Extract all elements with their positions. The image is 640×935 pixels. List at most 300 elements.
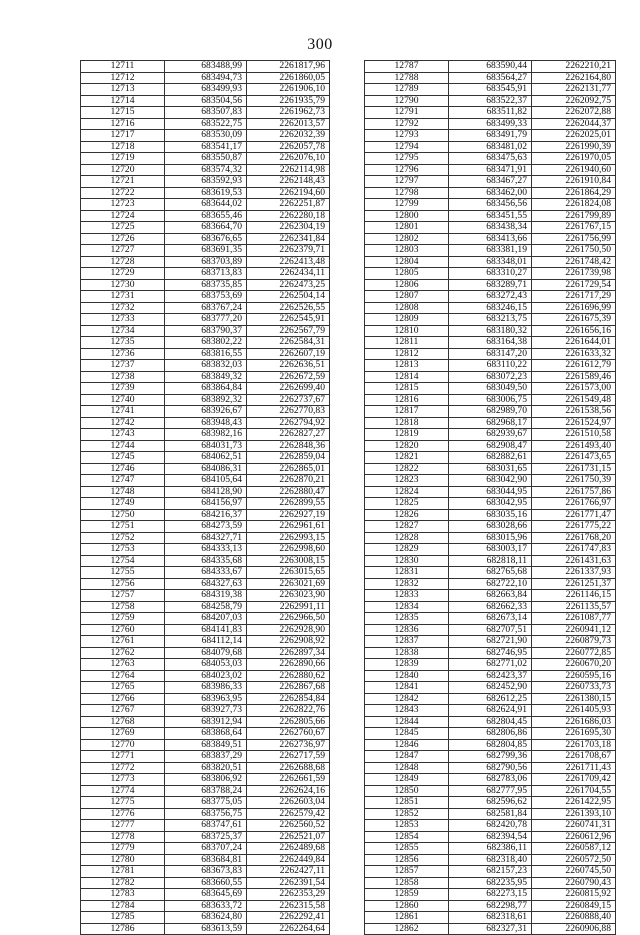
coordinates-table-left bbox=[80, 60, 330, 935]
x-coordinate-cell: 682707,51 bbox=[449, 624, 532, 636]
point-number-cell: 12837 bbox=[365, 636, 449, 648]
point-number-cell: 12796 bbox=[365, 164, 449, 176]
table-row bbox=[365, 325, 616, 337]
x-coordinate-cell: 683645,69 bbox=[165, 889, 247, 901]
point-number-cell: 12847 bbox=[365, 751, 449, 763]
x-coordinate-cell: 684207,03 bbox=[165, 613, 247, 625]
table-row bbox=[365, 877, 616, 889]
x-coordinate-cell: 683545,91 bbox=[449, 84, 532, 96]
y-coordinate-cell: 2262760,67 bbox=[247, 728, 330, 740]
x-coordinate-cell: 683820,51 bbox=[165, 762, 247, 774]
y-coordinate-cell: 2262688,68 bbox=[247, 762, 330, 774]
y-coordinate-cell: 2262966,50 bbox=[247, 613, 330, 625]
table-row bbox=[365, 72, 616, 84]
x-coordinate-cell: 683963,95 bbox=[165, 693, 247, 705]
point-number-cell: 12720 bbox=[81, 164, 165, 176]
table-row bbox=[365, 498, 616, 510]
y-coordinate-cell: 2262114,98 bbox=[247, 164, 330, 176]
y-coordinate-cell: 2261146,15 bbox=[532, 590, 616, 602]
x-coordinate-cell: 683467,27 bbox=[449, 176, 532, 188]
table-row bbox=[365, 245, 616, 257]
y-coordinate-cell: 2261711,43 bbox=[532, 762, 616, 774]
y-coordinate-cell: 2263015,65 bbox=[247, 567, 330, 579]
point-number-cell: 12778 bbox=[81, 831, 165, 843]
point-number-cell: 12795 bbox=[365, 153, 449, 165]
y-coordinate-cell: 2262131,77 bbox=[532, 84, 616, 96]
y-coordinate-cell: 2262607,19 bbox=[247, 348, 330, 360]
x-coordinate-cell: 682790,56 bbox=[449, 762, 532, 774]
y-coordinate-cell: 2260888,40 bbox=[532, 912, 616, 924]
y-coordinate-cell: 2262210,21 bbox=[532, 61, 616, 73]
table-row bbox=[365, 647, 616, 659]
y-coordinate-cell: 2261748,42 bbox=[532, 256, 616, 268]
table-row bbox=[365, 567, 616, 579]
table-row bbox=[81, 544, 330, 556]
x-coordinate-cell: 682804,85 bbox=[449, 739, 532, 751]
y-coordinate-cell: 2262545,91 bbox=[247, 314, 330, 326]
y-coordinate-cell: 2261717,29 bbox=[532, 291, 616, 303]
x-coordinate-cell: 683676,65 bbox=[165, 233, 247, 245]
y-coordinate-cell: 2261750,50 bbox=[532, 245, 616, 257]
table-row bbox=[81, 429, 330, 441]
y-coordinate-cell: 2261087,77 bbox=[532, 613, 616, 625]
point-number-cell: 12730 bbox=[81, 279, 165, 291]
table-row bbox=[81, 199, 330, 211]
table-row bbox=[365, 107, 616, 119]
point-number-cell: 12829 bbox=[365, 544, 449, 556]
y-coordinate-cell: 2262899,55 bbox=[247, 498, 330, 510]
y-coordinate-cell: 2261910,84 bbox=[532, 176, 616, 188]
x-coordinate-cell: 683451,55 bbox=[449, 210, 532, 222]
y-coordinate-cell: 2260941,12 bbox=[532, 624, 616, 636]
y-coordinate-cell: 2261940,60 bbox=[532, 164, 616, 176]
y-coordinate-cell: 2261695,30 bbox=[532, 728, 616, 740]
point-number-cell: 12848 bbox=[365, 762, 449, 774]
x-coordinate-cell: 683310,27 bbox=[449, 268, 532, 280]
y-coordinate-cell: 2261767,15 bbox=[532, 222, 616, 234]
y-coordinate-cell: 2262280,18 bbox=[247, 210, 330, 222]
table-row bbox=[81, 325, 330, 337]
x-coordinate-cell: 683613,59 bbox=[165, 923, 247, 935]
y-coordinate-cell: 2261970,05 bbox=[532, 153, 616, 165]
point-number-cell: 12859 bbox=[365, 889, 449, 901]
table-row bbox=[365, 521, 616, 533]
point-number-cell: 12741 bbox=[81, 406, 165, 418]
y-coordinate-cell: 2261747,83 bbox=[532, 544, 616, 556]
point-number-cell: 12755 bbox=[81, 567, 165, 579]
x-coordinate-cell: 683948,43 bbox=[165, 417, 247, 429]
point-number-cell: 12711 bbox=[81, 61, 165, 73]
point-number-cell: 12753 bbox=[81, 544, 165, 556]
table-row bbox=[365, 256, 616, 268]
point-number-cell: 12856 bbox=[365, 854, 449, 866]
table-row bbox=[365, 578, 616, 590]
y-coordinate-cell: 2262434,11 bbox=[247, 268, 330, 280]
y-coordinate-cell: 2261656,16 bbox=[532, 325, 616, 337]
table-row bbox=[81, 866, 330, 878]
point-number-cell: 12764 bbox=[81, 670, 165, 682]
x-coordinate-cell: 683802,22 bbox=[165, 337, 247, 349]
table-row bbox=[81, 233, 330, 245]
x-coordinate-cell: 684258,79 bbox=[165, 601, 247, 613]
point-number-cell: 12712 bbox=[81, 72, 165, 84]
table-row bbox=[81, 95, 330, 107]
point-number-cell: 12841 bbox=[365, 682, 449, 694]
point-number-cell: 12766 bbox=[81, 693, 165, 705]
point-number-cell: 12844 bbox=[365, 716, 449, 728]
x-coordinate-cell: 683499,33 bbox=[449, 118, 532, 130]
x-coordinate-cell: 683348,01 bbox=[449, 256, 532, 268]
x-coordinate-cell: 682989,70 bbox=[449, 406, 532, 418]
point-number-cell: 12746 bbox=[81, 463, 165, 475]
y-coordinate-cell: 2262264,64 bbox=[247, 923, 330, 935]
table-row bbox=[365, 797, 616, 809]
point-number-cell: 12820 bbox=[365, 440, 449, 452]
point-number-cell: 12804 bbox=[365, 256, 449, 268]
table-row bbox=[365, 854, 616, 866]
table-row bbox=[81, 210, 330, 222]
point-number-cell: 12790 bbox=[365, 95, 449, 107]
page-number: 300 bbox=[307, 36, 333, 53]
point-number-cell: 12782 bbox=[81, 877, 165, 889]
table-row bbox=[81, 371, 330, 383]
table-row bbox=[365, 371, 616, 383]
table-row bbox=[81, 843, 330, 855]
x-coordinate-cell: 683481,02 bbox=[449, 141, 532, 153]
point-number-cell: 12785 bbox=[81, 912, 165, 924]
table-row bbox=[365, 130, 616, 142]
y-coordinate-cell: 2261935,79 bbox=[247, 95, 330, 107]
x-coordinate-cell: 682783,06 bbox=[449, 774, 532, 786]
point-number-cell: 12775 bbox=[81, 797, 165, 809]
y-coordinate-cell: 2262413,48 bbox=[247, 256, 330, 268]
y-coordinate-cell: 2262908,92 bbox=[247, 636, 330, 648]
y-coordinate-cell: 2262848,36 bbox=[247, 440, 330, 452]
table-row bbox=[81, 670, 330, 682]
point-number-cell: 12824 bbox=[365, 486, 449, 498]
x-coordinate-cell: 684333,67 bbox=[165, 567, 247, 579]
point-number-cell: 12839 bbox=[365, 659, 449, 671]
table-row bbox=[81, 486, 330, 498]
x-coordinate-cell: 683777,20 bbox=[165, 314, 247, 326]
table-row bbox=[81, 912, 330, 924]
table-row bbox=[365, 900, 616, 912]
x-coordinate-cell: 682804,45 bbox=[449, 716, 532, 728]
x-coordinate-cell: 683550,87 bbox=[165, 153, 247, 165]
table-row bbox=[81, 291, 330, 303]
y-coordinate-cell: 2260772,85 bbox=[532, 647, 616, 659]
point-number-cell: 12726 bbox=[81, 233, 165, 245]
x-coordinate-cell: 682799,36 bbox=[449, 751, 532, 763]
y-coordinate-cell: 2262584,31 bbox=[247, 337, 330, 349]
y-coordinate-cell: 2262961,61 bbox=[247, 521, 330, 533]
point-number-cell: 12831 bbox=[365, 567, 449, 579]
x-coordinate-cell: 682318,61 bbox=[449, 912, 532, 924]
table-row bbox=[81, 452, 330, 464]
y-coordinate-cell: 2262044,37 bbox=[532, 118, 616, 130]
x-coordinate-cell: 683491,79 bbox=[449, 130, 532, 142]
x-coordinate-cell: 683619,53 bbox=[165, 187, 247, 199]
table-row bbox=[365, 302, 616, 314]
point-number-cell: 12809 bbox=[365, 314, 449, 326]
y-coordinate-cell: 2260741,31 bbox=[532, 820, 616, 832]
point-number-cell: 12817 bbox=[365, 406, 449, 418]
table-row bbox=[365, 785, 616, 797]
point-number-cell: 12835 bbox=[365, 613, 449, 625]
point-number-cell: 12744 bbox=[81, 440, 165, 452]
x-coordinate-cell: 683864,84 bbox=[165, 383, 247, 395]
y-coordinate-cell: 2262304,19 bbox=[247, 222, 330, 234]
point-number-cell: 12752 bbox=[81, 532, 165, 544]
y-coordinate-cell: 2262636,51 bbox=[247, 360, 330, 372]
x-coordinate-cell: 683564,27 bbox=[449, 72, 532, 84]
point-number-cell: 12788 bbox=[365, 72, 449, 84]
table-row bbox=[365, 762, 616, 774]
x-coordinate-cell: 683703,89 bbox=[165, 256, 247, 268]
table-row bbox=[81, 118, 330, 130]
point-number-cell: 12779 bbox=[81, 843, 165, 855]
y-coordinate-cell: 2262579,42 bbox=[247, 808, 330, 820]
table-row bbox=[365, 233, 616, 245]
table-row bbox=[365, 486, 616, 498]
y-coordinate-cell: 2263023,90 bbox=[247, 590, 330, 602]
table-row bbox=[365, 739, 616, 751]
x-coordinate-cell: 682624,91 bbox=[449, 705, 532, 717]
point-number-cell: 12858 bbox=[365, 877, 449, 889]
point-number-cell: 12806 bbox=[365, 279, 449, 291]
point-number-cell: 12740 bbox=[81, 394, 165, 406]
table-row bbox=[365, 544, 616, 556]
y-coordinate-cell: 2260849,15 bbox=[532, 900, 616, 912]
point-number-cell: 12735 bbox=[81, 337, 165, 349]
point-number-cell: 12814 bbox=[365, 371, 449, 383]
y-coordinate-cell: 2261864,29 bbox=[532, 187, 616, 199]
point-number-cell: 12751 bbox=[81, 521, 165, 533]
y-coordinate-cell: 2262794,92 bbox=[247, 417, 330, 429]
point-number-cell: 12794 bbox=[365, 141, 449, 153]
table-row bbox=[81, 256, 330, 268]
x-coordinate-cell: 683592,93 bbox=[165, 176, 247, 188]
table-row bbox=[81, 141, 330, 153]
point-number-cell: 12808 bbox=[365, 302, 449, 314]
point-number-cell: 12738 bbox=[81, 371, 165, 383]
point-number-cell: 12754 bbox=[81, 555, 165, 567]
point-number-cell: 12745 bbox=[81, 452, 165, 464]
point-number-cell: 12718 bbox=[81, 141, 165, 153]
x-coordinate-cell: 683747,61 bbox=[165, 820, 247, 832]
table-row bbox=[81, 613, 330, 625]
x-coordinate-cell: 684156,97 bbox=[165, 498, 247, 510]
table-row bbox=[81, 923, 330, 935]
x-coordinate-cell: 682882,61 bbox=[449, 452, 532, 464]
table-row bbox=[81, 164, 330, 176]
x-coordinate-cell: 682806,86 bbox=[449, 728, 532, 740]
table-row bbox=[365, 601, 616, 613]
point-number-cell: 12836 bbox=[365, 624, 449, 636]
table-row bbox=[365, 337, 616, 349]
point-number-cell: 12825 bbox=[365, 498, 449, 510]
x-coordinate-cell: 683912,94 bbox=[165, 716, 247, 728]
point-number-cell: 12714 bbox=[81, 95, 165, 107]
point-number-cell: 12793 bbox=[365, 130, 449, 142]
x-coordinate-cell: 684327,71 bbox=[165, 532, 247, 544]
table-row bbox=[365, 555, 616, 567]
point-number-cell: 12737 bbox=[81, 360, 165, 372]
x-coordinate-cell: 682327,31 bbox=[449, 923, 532, 935]
table-row bbox=[81, 107, 330, 119]
point-number-cell: 12822 bbox=[365, 463, 449, 475]
point-number-cell: 12786 bbox=[81, 923, 165, 935]
table-row bbox=[81, 222, 330, 234]
table-row bbox=[81, 693, 330, 705]
x-coordinate-cell: 683541,17 bbox=[165, 141, 247, 153]
y-coordinate-cell: 2262341,84 bbox=[247, 233, 330, 245]
point-number-cell: 12769 bbox=[81, 728, 165, 740]
y-coordinate-cell: 2261756,99 bbox=[532, 233, 616, 245]
point-number-cell: 12724 bbox=[81, 210, 165, 222]
table-row bbox=[81, 417, 330, 429]
table-row bbox=[365, 164, 616, 176]
x-coordinate-cell: 683028,66 bbox=[449, 521, 532, 533]
point-number-cell: 12802 bbox=[365, 233, 449, 245]
x-coordinate-cell: 684335,68 bbox=[165, 555, 247, 567]
x-coordinate-cell: 682818,11 bbox=[449, 555, 532, 567]
y-coordinate-cell: 2262870,21 bbox=[247, 475, 330, 487]
point-number-cell: 12721 bbox=[81, 176, 165, 188]
y-coordinate-cell: 2261704,55 bbox=[532, 785, 616, 797]
table-row bbox=[81, 797, 330, 809]
point-number-cell: 12815 bbox=[365, 383, 449, 395]
y-coordinate-cell: 2261510,58 bbox=[532, 429, 616, 441]
point-number-cell: 12731 bbox=[81, 291, 165, 303]
point-number-cell: 12725 bbox=[81, 222, 165, 234]
x-coordinate-cell: 683790,37 bbox=[165, 325, 247, 337]
y-coordinate-cell: 2262072,88 bbox=[532, 107, 616, 119]
table-row bbox=[365, 866, 616, 878]
table-row bbox=[365, 394, 616, 406]
y-coordinate-cell: 2262854,84 bbox=[247, 693, 330, 705]
x-coordinate-cell: 684333,13 bbox=[165, 544, 247, 556]
y-coordinate-cell: 2261393,10 bbox=[532, 808, 616, 820]
y-coordinate-cell: 2261337,93 bbox=[532, 567, 616, 579]
x-coordinate-cell: 682771,02 bbox=[449, 659, 532, 671]
point-number-cell: 12777 bbox=[81, 820, 165, 832]
table-row bbox=[81, 406, 330, 418]
x-coordinate-cell: 682386,11 bbox=[449, 843, 532, 855]
y-coordinate-cell: 2262391,54 bbox=[247, 877, 330, 889]
y-coordinate-cell: 2260815,92 bbox=[532, 889, 616, 901]
y-coordinate-cell: 2260587,12 bbox=[532, 843, 616, 855]
point-number-cell: 12783 bbox=[81, 889, 165, 901]
table-row bbox=[365, 670, 616, 682]
table-row bbox=[81, 187, 330, 199]
table-row bbox=[365, 728, 616, 740]
point-number-cell: 12854 bbox=[365, 831, 449, 843]
x-coordinate-cell: 684273,59 bbox=[165, 521, 247, 533]
x-coordinate-cell: 683660,55 bbox=[165, 877, 247, 889]
x-coordinate-cell: 683868,64 bbox=[165, 728, 247, 740]
point-number-cell: 12787 bbox=[365, 61, 449, 73]
table-row bbox=[81, 624, 330, 636]
table-row bbox=[365, 210, 616, 222]
y-coordinate-cell: 2262148,43 bbox=[247, 176, 330, 188]
x-coordinate-cell: 683767,24 bbox=[165, 302, 247, 314]
point-number-cell: 12860 bbox=[365, 900, 449, 912]
y-coordinate-cell: 2262353,29 bbox=[247, 889, 330, 901]
x-coordinate-cell: 683289,71 bbox=[449, 279, 532, 291]
x-coordinate-cell: 684062,51 bbox=[165, 452, 247, 464]
y-coordinate-cell: 2261731,15 bbox=[532, 463, 616, 475]
y-coordinate-cell: 2262927,19 bbox=[247, 509, 330, 521]
x-coordinate-cell: 682273,15 bbox=[449, 889, 532, 901]
point-number-cell: 12861 bbox=[365, 912, 449, 924]
point-number-cell: 12729 bbox=[81, 268, 165, 280]
point-number-cell: 12840 bbox=[365, 670, 449, 682]
x-coordinate-cell: 683164,38 bbox=[449, 337, 532, 349]
point-number-cell: 12813 bbox=[365, 360, 449, 372]
y-coordinate-cell: 2263021,69 bbox=[247, 578, 330, 590]
table-row bbox=[81, 72, 330, 84]
point-number-cell: 12723 bbox=[81, 199, 165, 211]
y-coordinate-cell: 2260595,16 bbox=[532, 670, 616, 682]
table-row bbox=[81, 728, 330, 740]
table-row bbox=[365, 118, 616, 130]
table-row bbox=[365, 222, 616, 234]
point-number-cell: 12734 bbox=[81, 325, 165, 337]
table-row bbox=[81, 601, 330, 613]
table-row bbox=[81, 831, 330, 843]
y-coordinate-cell: 2261860,05 bbox=[247, 72, 330, 84]
y-coordinate-cell: 2261251,37 bbox=[532, 578, 616, 590]
point-number-cell: 12736 bbox=[81, 348, 165, 360]
table-row bbox=[81, 739, 330, 751]
x-coordinate-cell: 683507,83 bbox=[165, 107, 247, 119]
point-number-cell: 12826 bbox=[365, 509, 449, 521]
point-number-cell: 12838 bbox=[365, 647, 449, 659]
coordinates-table-right bbox=[364, 60, 616, 935]
table-row bbox=[81, 900, 330, 912]
y-coordinate-cell: 2261633,32 bbox=[532, 348, 616, 360]
y-coordinate-cell: 2261589,46 bbox=[532, 371, 616, 383]
y-coordinate-cell: 2262489,68 bbox=[247, 843, 330, 855]
x-coordinate-cell: 683713,83 bbox=[165, 268, 247, 280]
x-coordinate-cell: 683832,03 bbox=[165, 360, 247, 372]
table-row bbox=[81, 647, 330, 659]
y-coordinate-cell: 2261739,98 bbox=[532, 268, 616, 280]
x-coordinate-cell: 683644,02 bbox=[165, 199, 247, 211]
y-coordinate-cell: 2261493,40 bbox=[532, 440, 616, 452]
x-coordinate-cell: 682673,14 bbox=[449, 613, 532, 625]
point-number-cell: 12742 bbox=[81, 417, 165, 429]
y-coordinate-cell: 2262928,90 bbox=[247, 624, 330, 636]
y-coordinate-cell: 2261538,56 bbox=[532, 406, 616, 418]
point-number-cell: 12855 bbox=[365, 843, 449, 855]
table-row bbox=[81, 716, 330, 728]
x-coordinate-cell: 684128,90 bbox=[165, 486, 247, 498]
table-row bbox=[365, 716, 616, 728]
x-coordinate-cell: 683816,55 bbox=[165, 348, 247, 360]
x-coordinate-cell: 684105,64 bbox=[165, 475, 247, 487]
table-row bbox=[81, 889, 330, 901]
y-coordinate-cell: 2262032,39 bbox=[247, 130, 330, 142]
x-coordinate-cell: 683488,99 bbox=[165, 61, 247, 73]
y-coordinate-cell: 2261906,10 bbox=[247, 84, 330, 96]
point-number-cell: 12732 bbox=[81, 302, 165, 314]
y-coordinate-cell: 2262737,67 bbox=[247, 394, 330, 406]
point-number-cell: 12812 bbox=[365, 348, 449, 360]
x-coordinate-cell: 683147,20 bbox=[449, 348, 532, 360]
y-coordinate-cell: 2261962,73 bbox=[247, 107, 330, 119]
